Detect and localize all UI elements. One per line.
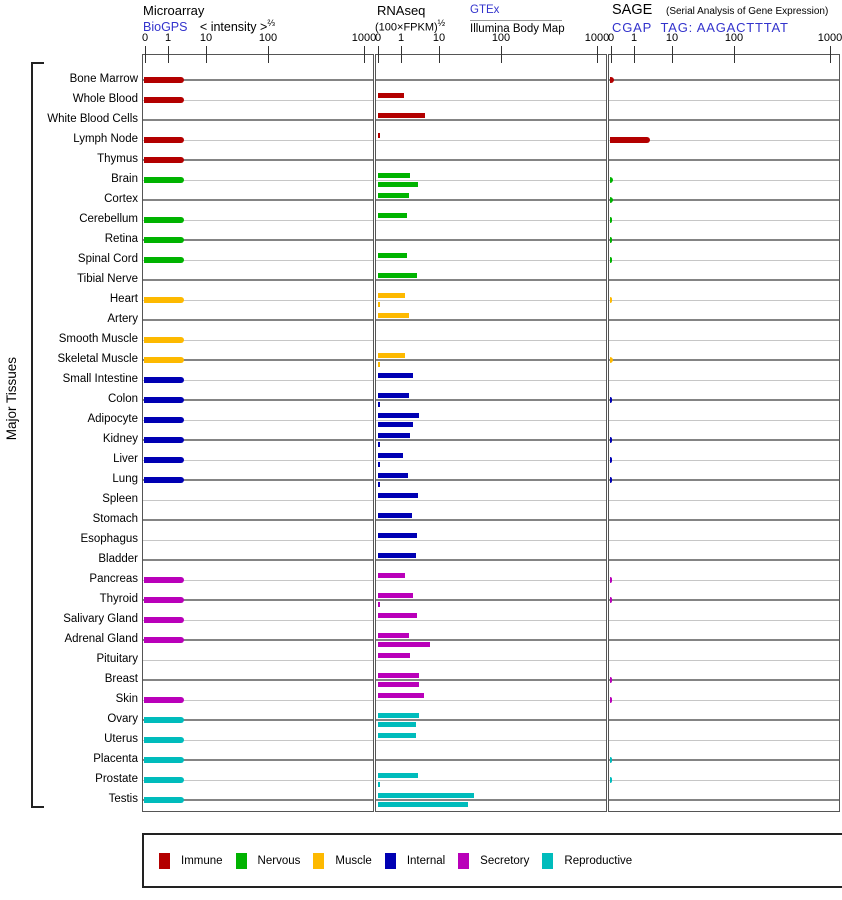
axis-tick-label: 10 [199,32,213,44]
row-gridline [143,199,373,201]
row-gridline [376,420,606,421]
expression-bar [144,577,184,583]
axis-tick-label: 0 [374,32,382,44]
row-gridline [376,220,606,221]
row-gridline [376,439,606,441]
axis-tick [145,46,146,63]
expression-bar [144,637,184,643]
row-gridline [376,580,606,581]
expression-bar [378,802,468,807]
expression-bar [610,697,612,703]
tissue-label: Ovary [107,713,138,725]
tissue-label: Artery [107,313,138,325]
expression-bar [378,713,419,718]
panel-microarray [141,32,377,812]
legend-swatch-reproductive [542,853,553,869]
tissue-label: Bladder [98,553,138,565]
expression-bar [610,77,614,83]
expression-bar [378,673,419,678]
tissue-label: Thymus [97,153,138,165]
axis-tick [734,46,735,63]
row-gridline [143,500,373,501]
tissue-label: Skin [115,693,138,705]
legend-item [159,853,223,869]
expression-bar [610,437,612,443]
expression-bar [610,217,612,223]
row-gridline [376,519,606,521]
expression-bar [378,613,417,618]
expression-bar [610,177,613,183]
axis-tick [672,46,673,63]
row-gridline [376,119,606,121]
legend-item [236,853,301,869]
tissue-label: Whole Blood [72,93,138,105]
axis-tick [439,46,440,63]
expression-bar [378,593,413,598]
sage-note: (Serial Analysis of Gene Expression) [666,6,829,17]
row-gridline [609,260,839,261]
row-gridline [376,319,606,321]
row-gridline [609,620,839,621]
row-gridline [376,460,606,461]
tissue-label: Heart [109,293,138,305]
expression-bar [144,777,184,783]
row-gridline [609,439,839,441]
expression-bar [610,297,612,303]
expression-bar [378,653,410,658]
row-gridline [143,279,373,281]
major-tissues-label: Major Tissues [4,357,19,441]
expression-bar [378,793,474,798]
expression-bar [378,422,413,427]
expression-bar [610,237,612,243]
axis-tick [611,46,612,63]
row-gridline [609,199,839,201]
expression-bar [144,397,184,403]
illumina-body-map-label: Illumina Body Map [470,23,565,35]
expression-bar [610,197,613,203]
axis-tick-label: 0 [141,32,149,44]
expression-bar [378,633,409,638]
expression-bar [144,457,184,463]
row-gridline [609,639,839,641]
row-gridline [376,759,606,761]
expression-bar [144,157,184,163]
expression-bar [610,457,612,463]
row-gridline [609,300,839,301]
expression-bar [610,397,612,403]
expression-bar [144,77,184,83]
tissue-label: Salivary Gland [63,613,138,625]
tissue-label: Cortex [104,193,138,205]
expression-bar [144,697,184,703]
legend-label: Immune [181,854,223,867]
axis-tick [378,46,379,63]
tissue-label: Pituitary [96,653,138,665]
row-gridline [376,180,606,181]
expression-bar [378,353,405,358]
expression-bar [378,602,380,607]
expression-bar [610,477,612,483]
row-gridline [376,399,606,401]
microarray-title: Microarray [143,3,205,18]
row-gridline [609,780,839,781]
tissue-label: Smooth Muscle [58,333,138,345]
expression-bar [378,113,425,118]
tissue-label: Skeletal Muscle [57,353,138,365]
expression-bar [378,93,404,98]
gtex-link[interactable]: GTEx [470,4,500,16]
axis-tick [597,46,598,63]
row-gridline [376,559,606,561]
expression-bar [378,773,418,778]
row-gridline [376,359,606,361]
row-gridline [609,500,839,501]
legend [142,833,842,888]
tissue-label: Testis [108,793,138,805]
row-gridline [609,460,839,461]
axis-tick-label: 1 [397,32,405,44]
expression-bar [144,717,184,723]
expression-bar [378,782,380,787]
expression-bar [610,137,650,143]
row-gridline [376,700,606,701]
legend-swatch-internal [385,853,396,869]
tissue-label: Spleen [102,493,138,505]
rnaseq-title: RNAseq [377,3,426,18]
sage-tag-text: TAG: AAGACTTTAT [660,20,789,35]
expression-bar [378,313,409,318]
expression-bar [378,733,416,738]
expression-bar [378,293,405,298]
expression-bar [144,417,184,423]
row-gridline [609,559,839,561]
expression-bar [378,393,409,398]
axis-tick [401,46,402,63]
legend-item [542,853,632,869]
row-gridline [609,599,839,601]
expression-bar [378,182,418,187]
expression-bar [144,297,184,303]
legend-label: Nervous [257,854,301,867]
row-gridline [609,740,839,741]
sage-title: SAGE [612,2,653,18]
row-gridline [609,340,839,341]
expression-bar [378,133,380,138]
cgap-link[interactable]: CGAP [612,20,653,35]
row-gridline [376,380,606,381]
tissue-label: Spinal Cord [77,253,138,265]
legend-swatch-nervous [236,853,247,869]
row-gridline [376,159,606,161]
row-gridline [376,740,606,741]
row-gridline [609,540,839,541]
expression-bar [144,737,184,743]
microarray-intensity-note: < intensity >$^{\frac{2}{3}}$ [199,18,275,35]
row-gridline [609,220,839,221]
axis-tick [364,46,365,63]
tissue-label: Bone Marrow [69,73,138,85]
expression-bar [378,173,410,178]
expression-bar [144,217,184,223]
row-gridline [609,420,839,421]
rnaseq-exponent: ½ [437,18,446,28]
expression-bar [144,177,184,183]
expression-bar [378,482,380,487]
expression-bar [378,682,419,687]
expression-bar [378,642,430,647]
tissue-label: Adipocyte [87,413,138,425]
row-gridline [376,799,606,801]
row-gridline [609,100,839,101]
row-gridline [143,660,373,661]
row-gridline [376,679,606,681]
row-gridline [376,260,606,261]
row-gridline [609,159,839,161]
legend-label: Secretory [480,854,530,867]
expression-bar [378,253,407,258]
row-gridline [376,100,606,101]
expression-bar [378,402,380,407]
axis-tick [168,46,169,63]
expression-bar [378,442,380,447]
axis-tick-label: 100 [724,32,744,44]
expression-bar [144,797,184,803]
tissue-label: Pancreas [89,573,138,585]
tissue-label: Breast [104,673,138,685]
axis-tick-label: 10 [665,32,679,44]
row-gridline [609,580,839,581]
tissue-label: Thyroid [99,593,138,605]
row-gridline [376,780,606,781]
expression-bar [144,237,184,243]
row-gridline [376,719,606,721]
expression-bar [378,302,380,307]
expression-bar [144,377,184,383]
axis-tick-label: 1 [630,32,638,44]
expression-bar [144,97,184,103]
tissue-label: Stomach [92,513,138,525]
row-gridline [143,559,373,561]
expression-bar [378,193,409,198]
row-gridline [609,359,839,361]
expression-bar [144,597,184,603]
legend-label: Internal [406,854,446,867]
row-gridline [609,660,839,661]
expression-bar [610,357,613,363]
axis-tick-label: 100 [491,32,511,44]
expression-bar [610,597,612,603]
expression-bar [610,757,612,763]
axis-tick [634,46,635,63]
row-gridline [376,620,606,621]
row-gridline [376,79,606,81]
expression-bar [144,137,184,143]
axis-tick-label: 10 [432,32,446,44]
expression-bar [378,533,417,538]
legend-item [385,853,445,869]
tissue-label: Kidney [102,433,138,445]
expression-bar [610,577,612,583]
axis-tick-label: 1000 [817,32,842,44]
axis-tick [268,46,269,63]
biogps-link[interactable]: BioGPS [143,20,188,35]
axis-tick-label: 1000 [351,32,377,44]
expression-bar [144,337,184,343]
gtex-divider [470,20,562,21]
expression-bar [610,257,612,263]
row-gridline [143,319,373,321]
legend-label: Muscle [335,854,372,867]
panel-rnaseq [374,32,610,812]
axis-tick-label: 0 [607,32,615,44]
expression-bar [378,273,417,278]
row-gridline [376,279,606,281]
legend-label: Reproductive [564,854,633,867]
tissue-label: Small Intestine [62,373,138,385]
rnaseq-formula: (100×FPKM)$^{\frac{1}{2}}$ [375,18,446,34]
expression-bar [378,453,403,458]
legend-swatch-immune [159,853,170,869]
tissue-label: Placenta [93,753,138,765]
legend-swatch-muscle [313,853,324,869]
tissue-label: Liver [113,453,138,465]
expression-bar [378,693,424,698]
axis-tick [501,46,502,63]
row-gridline [609,719,839,721]
expression-bar [144,757,184,763]
row-gridline [609,279,839,281]
microarray-exponent: ⅔ [267,18,275,28]
row-gridline [376,140,606,141]
row-gridline [376,340,606,341]
row-gridline [609,799,839,801]
row-gridline [609,679,839,681]
tissue-bracket-top-foot [31,62,44,64]
row-gridline [609,479,839,481]
expression-bar [378,493,418,498]
row-gridline [609,79,839,81]
row-gridline [376,300,606,301]
row-gridline [609,399,839,401]
legend-item [313,853,371,869]
tissue-label: Cerebellum [79,213,138,225]
legend-item [458,853,529,869]
row-gridline [376,239,606,241]
tissue-label: Adrenal Gland [64,633,138,645]
axis-tick [830,46,831,63]
axis-tick-label: 100 [258,32,278,44]
tissue-label: Lung [112,473,138,485]
tissue-label: Brain [111,173,138,185]
legend-swatch-secretory [458,853,469,869]
tissue-label: Colon [107,393,138,405]
expression-bar [378,553,416,558]
panel-sage [607,32,842,812]
tissue-label: Uterus [104,733,138,745]
row-gridline [609,119,839,121]
tissue-label: Retina [104,233,138,245]
expression-bar [378,462,380,467]
row-gridline [609,180,839,181]
expression-bar [610,777,612,783]
expression-bar [144,437,184,443]
expression-bar [144,477,184,483]
expression-bar [378,513,412,518]
expression-bar [610,677,612,683]
expression-bar [378,722,416,727]
row-gridline [376,500,606,501]
axis-tick [206,46,207,63]
expression-bar [378,213,407,218]
row-gridline [609,700,839,701]
row-gridline [376,660,606,661]
expression-bar [378,573,405,578]
expression-bar [378,373,413,378]
expression-bar [378,362,380,367]
expression-bar [378,433,410,438]
row-gridline [376,639,606,641]
tissue-label: Tibial Nerve [77,273,138,285]
expression-bar [378,413,419,418]
expression-bar [144,357,184,363]
tissue-label: Esophagus [80,533,138,545]
expression-bar [144,617,184,623]
row-gridline [143,679,373,681]
row-gridline [143,540,373,541]
tissue-label: Lymph Node [73,133,138,145]
row-gridline [143,519,373,521]
row-gridline [609,759,839,761]
row-gridline [609,319,839,321]
row-gridline [376,540,606,541]
row-gridline [609,519,839,521]
row-gridline [376,479,606,481]
row-gridline [609,239,839,241]
row-gridline [143,119,373,121]
row-gridline [376,199,606,201]
tissue-label: Prostate [95,773,138,785]
tissue-label: White Blood Cells [47,113,138,125]
row-gridline [376,599,606,601]
axis-tick-label: 1000 [584,32,610,44]
axis-tick-label: 1 [164,32,172,44]
expression-bar [144,257,184,263]
row-gridline [609,380,839,381]
expression-bar [378,473,408,478]
